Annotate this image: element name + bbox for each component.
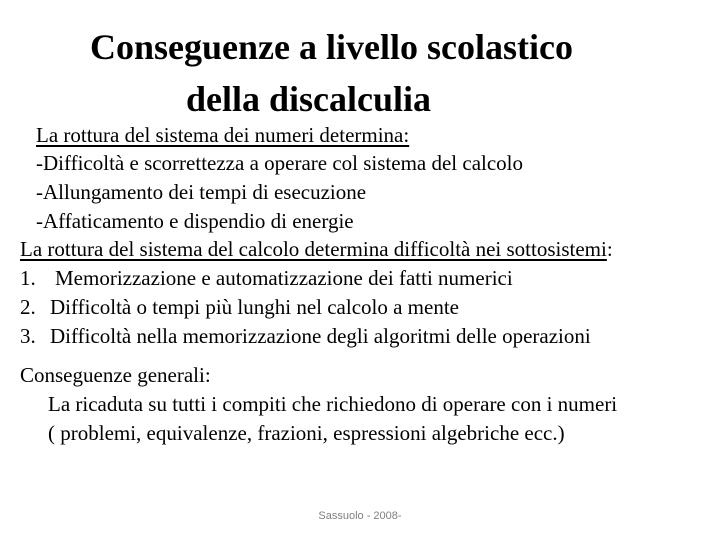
section3-heading: Conseguenze generali: bbox=[20, 363, 211, 387]
section1-item-3: -Affaticamento e dispendio di energie bbox=[36, 209, 354, 233]
footer-text: Sassuolo - 2008- bbox=[318, 510, 402, 522]
section2-item-1 bbox=[20, 264, 513, 292]
section2-heading bbox=[20, 235, 613, 263]
item-text: Difficoltà o tempi più lunghi nel calcolo a mente bbox=[50, 295, 459, 319]
section2-heading-text: La rottura del sistema del calcolo determina difficoltà nei sottosistemi bbox=[20, 237, 607, 261]
section2-item-3 bbox=[20, 322, 591, 350]
section1-item-1: -Difficoltà e scorrettezza a operare col sistema del calcolo bbox=[36, 151, 524, 175]
section1-item-2: -Allungamento dei tempi di esecuzione bbox=[36, 180, 367, 204]
title-line-1: Conseguenze a livello scolastico bbox=[90, 27, 573, 67]
item-number: 1. bbox=[20, 266, 36, 290]
section3-line-1: La ricaduta su tutti i compiti che richiedono di operare con i numeri bbox=[48, 392, 618, 416]
section2-heading-suffix: : bbox=[606, 237, 613, 261]
item-number: 2. bbox=[20, 295, 36, 319]
section3-line-2: ( problemi, equivalenze, frazioni, espressioni algebriche ecc.) bbox=[48, 421, 565, 445]
section1-heading: La rottura del sistema dei numeri determina: bbox=[36, 123, 410, 147]
item-text: Difficoltà nella memorizzazione degli algoritmi delle operazioni bbox=[50, 324, 591, 348]
item-text: Memorizzazione e automatizzazione dei fatti numerici bbox=[55, 266, 513, 290]
title-line-2: della discalculia bbox=[186, 79, 432, 119]
item-number: 3. bbox=[20, 324, 36, 348]
section2-item-2 bbox=[20, 293, 459, 321]
